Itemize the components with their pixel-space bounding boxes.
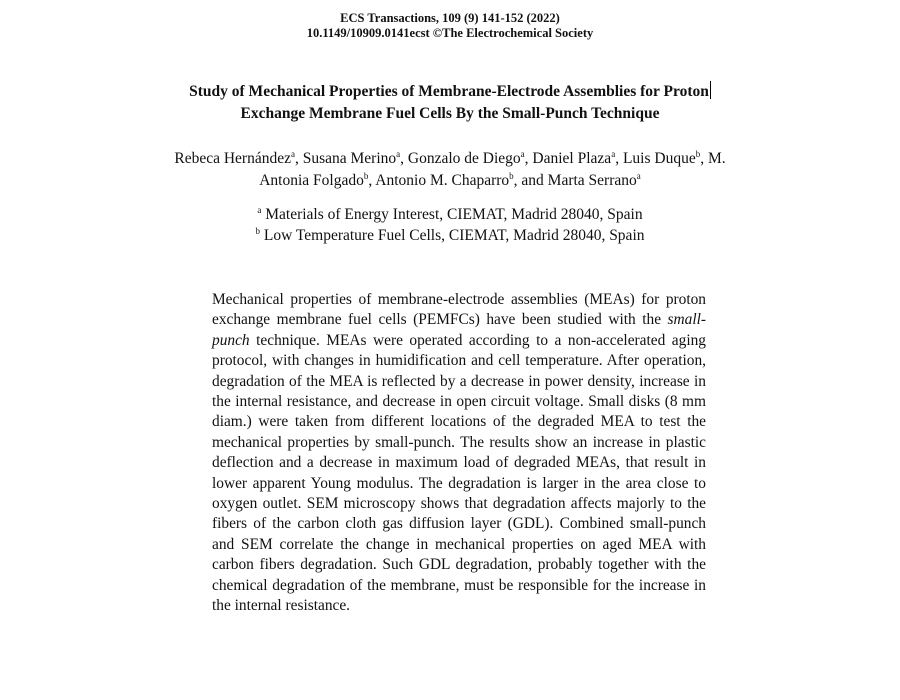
author-affiliation-mark: a bbox=[290, 148, 295, 159]
journal-citation: ECS Transactions, 109 (9) 141-152 (2022) bbox=[340, 11, 560, 25]
abstract-italic-term: small-punch bbox=[212, 311, 706, 349]
author-name: Susana Merino bbox=[302, 150, 397, 167]
author-separator: , bbox=[615, 150, 623, 167]
author-affiliation-mark: a bbox=[636, 170, 641, 181]
author-name: Marta Serrano bbox=[547, 172, 637, 189]
author-affiliation-mark: a bbox=[520, 148, 525, 159]
text-cursor bbox=[710, 81, 711, 99]
title-line-1: Study of Mechanical Properties of Membrane-Electrode Assemblies for Proton bbox=[189, 83, 709, 100]
journal-doi: 10.1149/10909.0141ecst ©The Electrochemical Society bbox=[306, 26, 594, 40]
paper-title bbox=[120, 81, 780, 125]
abstract-text-part-1: Mechanical properties of membrane-electrode assemblies (MEAs) for proton exchange membrane fuel cells (PEMFCs) have been studied with the bbox=[212, 291, 706, 329]
author-list bbox=[150, 148, 750, 192]
author-separator: , bbox=[294, 150, 303, 167]
title-line-2: Exchange Membrane Fuel Cells By the Small-Punch Technique bbox=[240, 105, 660, 122]
author-affiliation-mark: b bbox=[695, 148, 701, 159]
author-name: Antonio M. Chaparro bbox=[375, 172, 510, 189]
affiliation-list bbox=[150, 204, 750, 246]
author-separator: , bbox=[368, 172, 376, 189]
author-name: Rebeca Hernández bbox=[174, 150, 291, 167]
author-name: Gonzalo de Diego bbox=[407, 150, 521, 167]
author-separator: , bbox=[400, 150, 408, 167]
journal-header bbox=[0, 11, 900, 41]
affiliation-item bbox=[150, 225, 750, 246]
abstract-paragraph bbox=[212, 290, 706, 617]
abstract-text-part-2: technique. MEAs were operated according to a non-accelerated aging protocol, with changes in humidification and cell temperature. After operation, degradation of the MEA is reflected by a decrease in power density, increase in the internal resistance, and decrease in open circuit voltage. Small disks (8 mm diam.) were taken from different locations of the degraded MEA to test the mechanical properties by small-punch. The results show an increase in plastic deflection and a decrease in maximum load of degraded MEAs, that result in lower apparent Young modulus. The degradation is larger in the area close to oxygen outlet. SEM microscopy shows that degradation affects majorly to the fibers of the carbon cloth gas diffusion layer (GDL). Combined small-punch and SEM correlate the change in mechanical properties on aged MEA with carbon fibers degradation. Such GDL degradation, probably together with the chemical degradation of the membrane, must be responsible for the increase in the internal resistance. bbox=[212, 331, 706, 615]
affiliation-text: Low Temperature Fuel Cells, CIEMAT, Madrid 28040, Spain bbox=[263, 227, 645, 244]
author-affiliation-mark: a bbox=[611, 148, 616, 159]
author-name: Daniel Plaza bbox=[532, 150, 612, 167]
author-separator: , and bbox=[513, 172, 548, 189]
author-affiliation-mark: b bbox=[363, 170, 369, 181]
author-affiliation-mark: a bbox=[396, 148, 401, 159]
author-name: Luis Duque bbox=[622, 150, 696, 167]
author-separator: , bbox=[524, 150, 533, 167]
author-name: M. Antonia Folgado bbox=[259, 150, 726, 189]
author-separator: , bbox=[700, 150, 708, 167]
affiliation-text: Materials of Energy Interest, CIEMAT, Madrid 28040, Spain bbox=[265, 206, 643, 223]
affiliation-mark: a bbox=[257, 204, 262, 215]
author-affiliation-mark: b bbox=[509, 170, 514, 181]
affiliation-mark: b bbox=[255, 225, 260, 236]
affiliation-item bbox=[150, 204, 750, 225]
